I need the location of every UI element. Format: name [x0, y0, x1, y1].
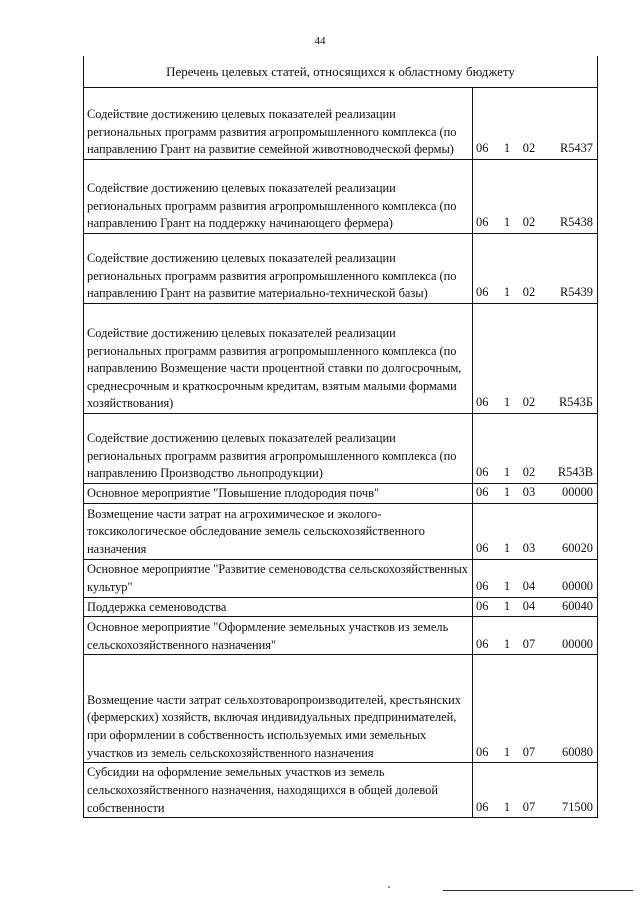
row-code	[473, 88, 598, 160]
table-row	[84, 617, 598, 655]
code-part: 02	[522, 395, 536, 410]
code-part: R543В	[557, 465, 593, 480]
scan-speck	[388, 886, 390, 888]
row-name: Содействие достижению целевых показателей реализации региональных программ развития агропромышленного комплекса (по направлению Производство льнопродукции)	[84, 414, 473, 484]
target-articles-table	[83, 56, 598, 818]
row-name: Основное мероприятие "Оформление земельных участков из земель сельскохозяйственного назначения"	[84, 617, 473, 655]
code-part: 04	[522, 598, 536, 613]
code-part: 07	[522, 636, 536, 651]
table-row	[84, 414, 598, 484]
code-part: 06	[476, 799, 489, 814]
table-row	[84, 655, 598, 763]
row-code	[473, 559, 598, 597]
row-name: Содействие достижению целевых показателей реализации региональных программ развития агропромышленного комплекса (по направлению Грант на развитие материально-технической базы)	[84, 234, 473, 304]
row-name: Поддержка семеноводства	[84, 597, 473, 617]
code-part: 1	[503, 636, 511, 651]
code-part: 1	[503, 579, 511, 593]
code-part: 04	[522, 579, 536, 593]
table-row	[84, 597, 598, 617]
table-row	[84, 234, 598, 304]
row-code	[473, 655, 598, 763]
code-part: R5439	[559, 285, 593, 300]
code-part: 1	[503, 598, 511, 613]
code-part: R5437	[559, 141, 593, 156]
row-name: Содействие достижению целевых показателей реализации региональных программ развития агропромышленного комплекса (по направлению Грант на развитие семейной животноводческой фермы)	[84, 88, 473, 160]
code-part: 1	[503, 485, 511, 499]
code-part: 1	[503, 215, 511, 230]
code-part: 00000	[562, 485, 593, 499]
row-name: Возмещение части затрат на агрохимическое и эколого-токсикологическое обследование земель сельскохозяйственного назначения	[84, 503, 473, 559]
code-part: 07	[522, 799, 536, 814]
code-part: 60020	[562, 541, 593, 555]
code-part: 00000	[562, 636, 593, 651]
row-name: Содействие достижению целевых показателей реализации региональных программ развития агропромышленного комплекса (по направлению Возмещение части процентной ставки по долгосрочным, среднесрочным и краткосрочным кредитам, взятым малыми формами хозяйствования)	[84, 304, 473, 414]
code-part: 1	[503, 141, 511, 156]
code-part: 06	[476, 285, 489, 300]
row-name: Возмещение части затрат сельхозтоваропроизводителей, крестьянских (фермерских) хозяйств, включая индивидуальных предпринимателей, при оформлении в собственность используемых ими земельных участков из земель сельскохозяйственного назначения	[84, 655, 473, 763]
table-title: Перечень целевых статей, относящихся к областному бюджету	[84, 56, 598, 88]
code-part: 06	[476, 636, 489, 651]
row-name: Основное мероприятие "Развитие семеноводства сельскохозяйственных культур"	[84, 559, 473, 597]
row-code	[473, 304, 598, 414]
code-part: 06	[476, 465, 489, 480]
code-part: 02	[522, 285, 536, 300]
code-part: 03	[522, 541, 536, 555]
code-part: 00000	[562, 579, 593, 593]
code-part: 02	[522, 141, 536, 156]
code-part: 71500	[562, 799, 593, 814]
code-part: 1	[503, 285, 511, 300]
table-title-row	[84, 56, 598, 88]
code-part: 60040	[562, 598, 593, 613]
code-part: 02	[522, 215, 536, 230]
row-code	[473, 234, 598, 304]
row-code	[473, 763, 598, 818]
code-part: 03	[522, 485, 536, 499]
code-part: 1	[503, 465, 511, 480]
table-row	[84, 160, 598, 234]
code-part: 02	[522, 465, 536, 480]
code-part: 1	[503, 799, 511, 814]
code-part: 1	[503, 395, 511, 410]
code-part: 07	[522, 744, 536, 759]
code-part: 06	[476, 579, 489, 593]
row-name: Основное мероприятие "Повышение плодородия почв"	[84, 484, 473, 504]
row-code	[473, 597, 598, 617]
code-part: 06	[476, 541, 489, 555]
code-part: R5438	[559, 215, 593, 230]
code-part: 60080	[562, 744, 593, 759]
row-name: Субсидии на оформление земельных участков из земель сельскохозяйственного назначения, находящихся в общей долевой собственности	[84, 763, 473, 818]
row-code	[473, 414, 598, 484]
table-row	[84, 763, 598, 818]
code-part: R543Б	[559, 395, 593, 410]
row-code	[473, 484, 598, 504]
code-part: 06	[476, 215, 489, 230]
table-row	[84, 484, 598, 504]
table-row	[84, 559, 598, 597]
code-part: 06	[476, 598, 489, 613]
table-row	[84, 88, 598, 160]
table-row	[84, 503, 598, 559]
table-row	[84, 304, 598, 414]
code-part: 06	[476, 485, 489, 499]
row-code	[473, 503, 598, 559]
row-name: Содействие достижению целевых показателей реализации региональных программ развития агропромышленного комплекса (по направлению Грант на поддержку начинающего фермера)	[84, 160, 473, 234]
row-code	[473, 617, 598, 655]
code-part: 06	[476, 141, 489, 156]
footer-rule	[443, 890, 633, 891]
row-code	[473, 160, 598, 234]
code-part: 1	[503, 541, 511, 555]
page-number: 44	[314, 35, 326, 47]
code-part: 06	[476, 395, 489, 410]
code-part: 1	[503, 744, 511, 759]
code-part: 06	[476, 744, 489, 759]
